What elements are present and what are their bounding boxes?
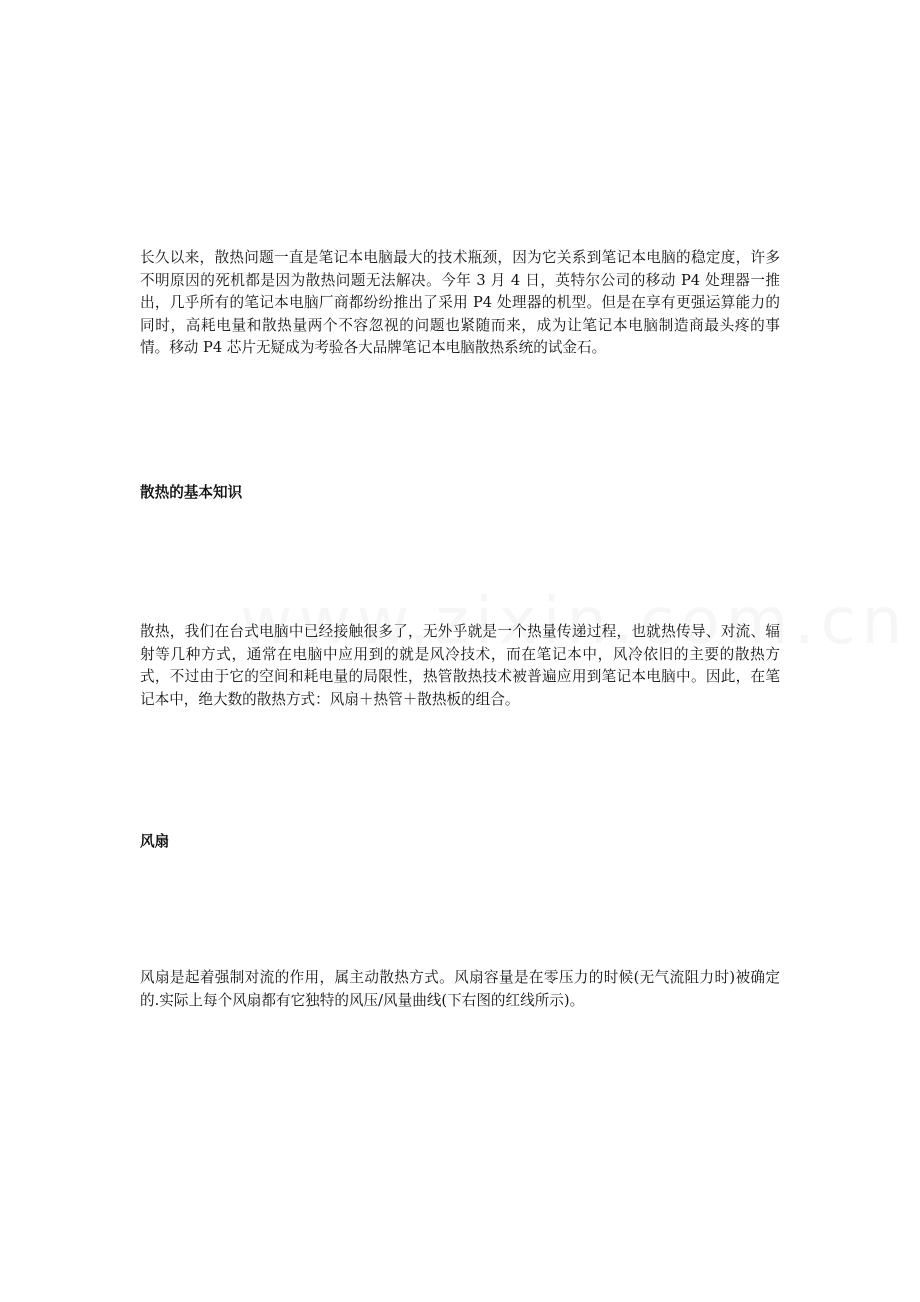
section-heading-heat-basics: 散热的基本知识 [140,484,243,501]
fan-paragraph: 风扇是起着强制对流的作用，属主动散热方式。风扇容量是在零压力的时候(无气流阻力时)被确定的.实际上每个风扇都有它独特的风压/风量曲线(下右图的红线所示)。 [140,969,780,1009]
heat-basics-paragraph: 散热，我们在台式电脑中已经接触很多了，无外乎就是一个热量传递过程，也就热传导、对流、辐射等几种方式，通常在电脑中应用到的就是风冷技术，而在笔记本中，风冷依旧的主要的散热方式，不过由于它的空间和耗电量的局限性，热管散热技术被普遍应用到笔记本电脑中。因此，在笔记本中，绝大数的散热方式：风扇＋热管＋散热板的组合。 [140,623,780,708]
section-heading-fan: 风扇 [140,833,170,850]
intro-paragraph: 长久以来，散热问题一直是笔记本电脑最大的技术瓶颈，因为它关系到笔记本电脑的稳定度，许多不明原因的死机都是因为散热问题无法解决。今年 3 月 4 日，英特尔公司的移动 P4 处理器一推出，几乎所有的笔记本电脑厂商都纷纷推出了采用 P4 处理器的机型。但是在享有更强运算能力的同时，高耗电量和散热量两个不容忽视的问题也紧随而来，成为让笔记本电脑制造商最头疼的事情。移动 P4 芯片无疑成为考验各大品牌笔记本电脑散热系统的试金石。 [140,249,780,356]
